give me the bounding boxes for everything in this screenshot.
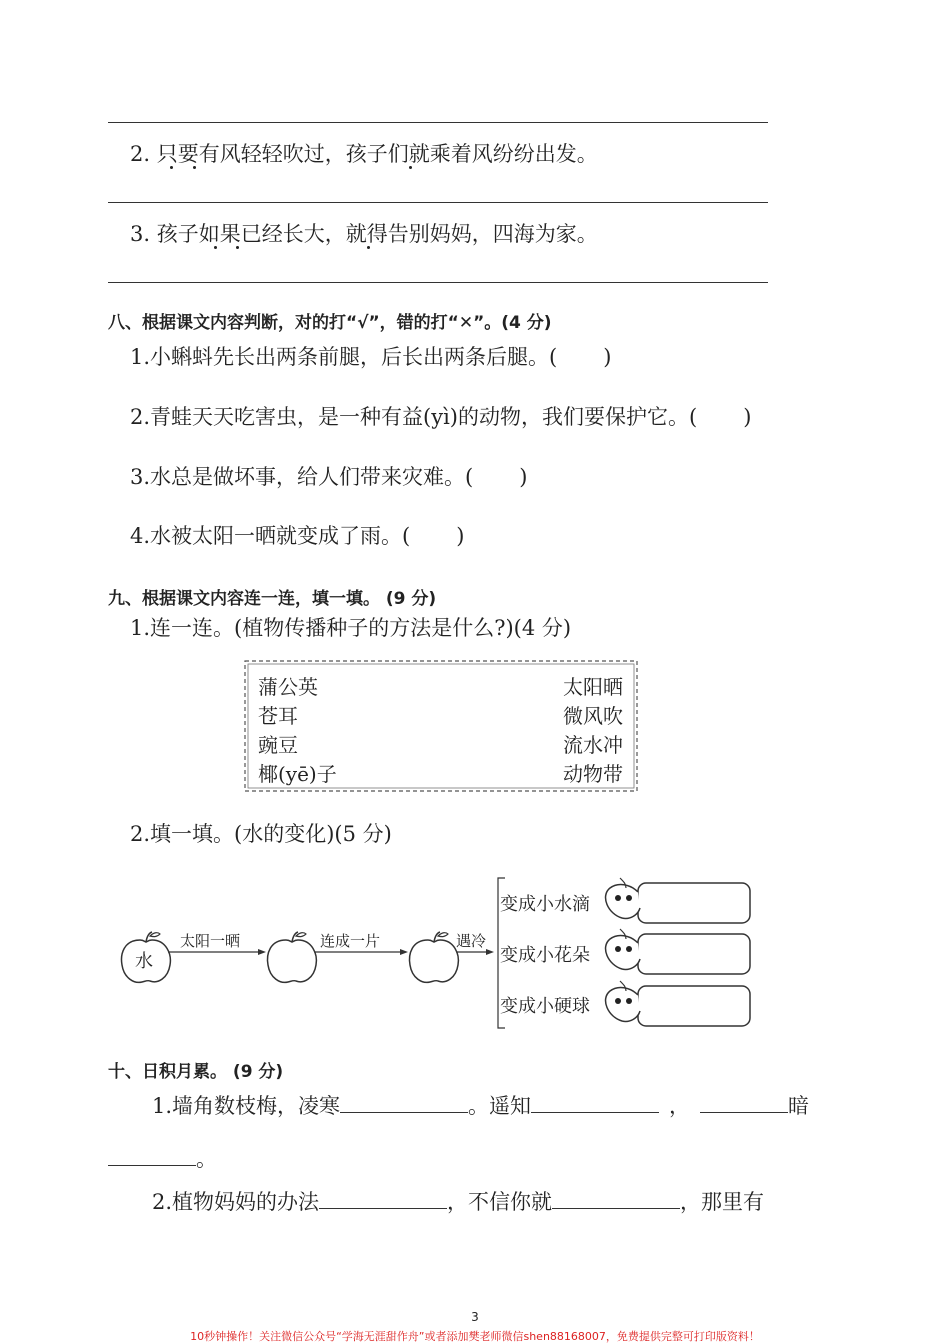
answer-box-2 xyxy=(606,929,750,974)
water-cycle-diagram xyxy=(110,870,760,1035)
judge-item-text: 3.水总是做坏事，给人们带来灾难。( xyxy=(130,465,474,489)
arrow-label-join: 连成一片 xyxy=(320,932,381,950)
method-animal: 动物带 xyxy=(563,762,623,786)
judge-item-3 xyxy=(130,461,527,491)
page-number: 3 xyxy=(471,1310,479,1324)
section-9-sub2: 2.填一填。(水的变化)(5 分) xyxy=(130,822,392,846)
close-paren: ) xyxy=(519,465,528,489)
emphasis-dot xyxy=(409,166,412,169)
judge-item-1 xyxy=(130,341,611,371)
poem-text: ，那里有 xyxy=(680,1190,765,1214)
section-9-heading: 九、根据课文内容连一连，填一填。 (9 分) xyxy=(108,589,437,609)
poem-text: ，不信你就 xyxy=(447,1190,553,1214)
fill-blank[interactable] xyxy=(108,1164,196,1166)
close-paren: ) xyxy=(743,405,752,429)
fill-blank[interactable] xyxy=(340,1111,468,1113)
section-10-heading: 十、日积月累。 (9 分) xyxy=(108,1062,284,1082)
answer-line-2 xyxy=(108,202,768,203)
question-7-3: 3. 孩子如果已经长大，就得告别妈妈，四海为家。 xyxy=(130,222,598,246)
poem-text: 。遥知 xyxy=(468,1094,532,1118)
fill-blank[interactable] xyxy=(531,1111,659,1113)
branch-label-3: 变成小硬球 xyxy=(500,996,590,1017)
answer-box-3 xyxy=(606,981,750,1026)
emphasis-dot xyxy=(170,166,173,169)
poem-text: ， xyxy=(669,1094,691,1118)
footer-notice: 10秒钟操作！关注微信公众号“学海无涯甜作舟”或者添加樊老师微信shen88168007，免费提供完整可打印版资料！ xyxy=(190,1330,760,1343)
emphasis-dot xyxy=(367,246,370,249)
fill-blank[interactable] xyxy=(700,1111,788,1113)
apple-icon xyxy=(410,932,459,982)
poem-line-2 xyxy=(108,1143,217,1173)
poem-line-3 xyxy=(152,1186,764,1216)
emphasis-dot xyxy=(236,246,239,249)
fill-blank[interactable] xyxy=(552,1207,680,1209)
method-wind: 微风吹 xyxy=(563,704,623,728)
judge-item-text: 4.水被太阳一晒就变成了雨。( xyxy=(130,524,411,548)
plant-pea: 豌豆 xyxy=(258,733,298,757)
answer-line-1 xyxy=(108,122,768,123)
section-9-sub1: 1.连一连。(植物传播种子的方法是什么?)(4 分) xyxy=(130,616,572,640)
judge-item-text: 2.青蛙天天吃害虫，是一种有益(yì)的动物，我们要保护它。( xyxy=(130,405,698,429)
plant-dandelion: 蒲公英 xyxy=(258,675,318,699)
branch-label-1: 变成小水滴 xyxy=(500,894,590,915)
arrow-label-cold: 遇冷 xyxy=(456,932,487,950)
poem-text: 。 xyxy=(196,1147,217,1171)
water-label: 水 xyxy=(135,951,153,972)
plant-cocklebur: 苍耳 xyxy=(258,704,298,728)
method-sun: 太阳晒 xyxy=(563,675,623,699)
judge-item-2 xyxy=(130,401,751,431)
emphasis-dot xyxy=(193,166,196,169)
poem-text: 暗 xyxy=(788,1094,810,1118)
judge-item-text: 1.小蝌蚪先长出两条前腿，后长出两条后腿。( xyxy=(130,345,558,369)
method-water: 流水冲 xyxy=(563,733,623,757)
arrow-label-sun: 太阳一晒 xyxy=(180,932,241,950)
answer-box-1 xyxy=(606,878,750,923)
apple-icon xyxy=(268,932,317,982)
poem-text: 2.植物妈妈的办法 xyxy=(152,1190,320,1214)
close-paren: ) xyxy=(603,345,612,369)
branch-label-2: 变成小花朵 xyxy=(500,945,590,966)
fill-blank[interactable] xyxy=(319,1207,447,1209)
poem-line-1 xyxy=(152,1090,809,1120)
section-8-heading: 八、根据课文内容判断，对的打“√”，错的打“✕”。(4 分) xyxy=(108,313,552,333)
answer-line-3 xyxy=(108,282,768,283)
emphasis-dot xyxy=(214,246,217,249)
plant-coconut: 椰(yē)子 xyxy=(258,762,337,786)
judge-item-4 xyxy=(130,520,464,550)
close-paren: ) xyxy=(456,524,465,548)
question-7-2: 2. 只要有风轻轻吹过，孩子们就乘着风纷纷出发。 xyxy=(130,142,598,166)
poem-text: 1.墙角数枝梅，凌寒 xyxy=(152,1094,341,1118)
